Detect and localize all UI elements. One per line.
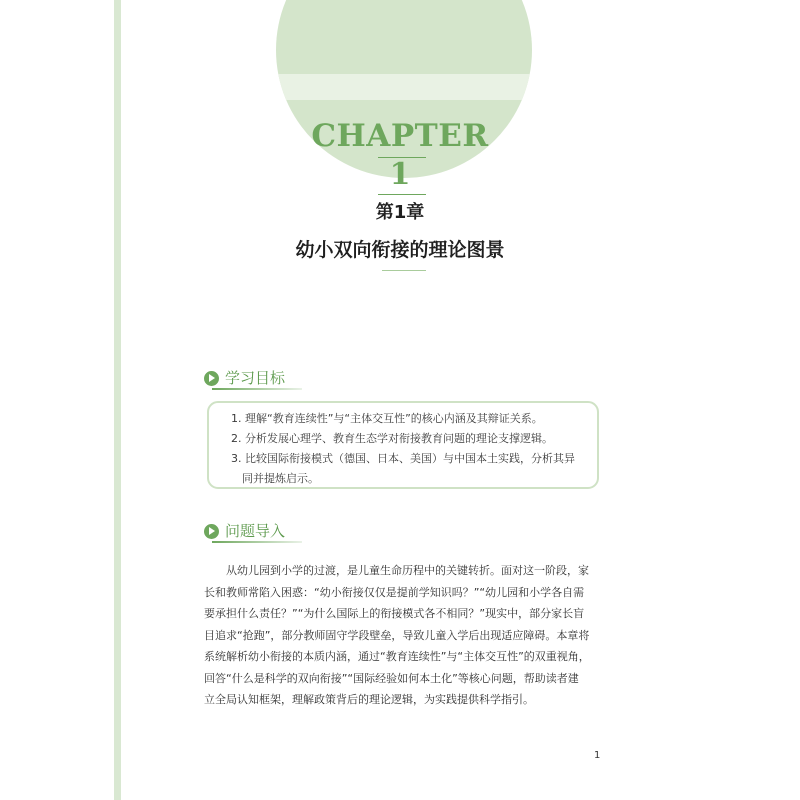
intro-paragraph	[204, 560, 604, 711]
chapter-rule-bottom	[378, 194, 426, 195]
intro-title: 问题导入	[225, 522, 286, 540]
paragraph-line: 要承担什么责任？”“为什么国际上的衔接模式各不相同？”现实中，部分家长盲	[204, 607, 585, 620]
objective-item: 1. 理解“教育连续性”与“主体交互性”的核心内涵及其辩证关系。	[231, 412, 543, 425]
paragraph-line: 长和教师常陷入困惑：“幼小衔接仅仅是提前学知识吗？”“幼儿园和小学各自需	[204, 585, 585, 599]
objectives-title: 学习目标	[225, 369, 286, 387]
paragraph-line: 目追求“抢跑”，部分教师固守学段壁垒，导致儿童入学后出现适应障碍。本章将	[204, 628, 590, 642]
chapter-word: CHAPTER	[311, 118, 489, 154]
intro-underline	[212, 541, 302, 543]
page-number: 1	[594, 750, 601, 761]
play-circle-icon	[204, 524, 219, 539]
objective-item: 3. 比较国际衔接模式（德国、日本、美国）与中国本土实践，分析其异	[231, 452, 575, 465]
objectives-underline	[212, 388, 302, 390]
play-circle-icon	[204, 371, 219, 386]
paragraph-line: 回答“什么是科学的双向衔接”“国际经验如何本土化”等核心问题，帮助读者建	[204, 671, 579, 685]
chapter-title: 幼小双向衔接的理论图景	[295, 239, 505, 261]
objective-item-continued: 同并提炼启示。	[242, 472, 319, 485]
paragraph-line: 立全局认知框架，理解政策背后的理论逻辑，为实践提供科学指引。	[204, 693, 534, 706]
paragraph-line: 系统解析幼小衔接的本质内涵，通过“教育连续性”与“主体交互性”的双重视角，	[204, 650, 590, 663]
chapter-label: 第1章	[375, 202, 425, 223]
circle-band	[276, 74, 532, 100]
objectives-list	[209, 409, 597, 489]
objective-item: 2. 分析发展心理学、教育生态学对衔接教育问题的理论支撑逻辑。	[231, 432, 553, 445]
title-underline	[382, 270, 426, 271]
chapter-number: 1	[389, 157, 411, 192]
objectives-box	[207, 401, 599, 489]
paragraph-line: 从幼儿园到小学的过渡，是儿童生命历程中的关键转折。面对这一阶段，家	[226, 564, 589, 577]
